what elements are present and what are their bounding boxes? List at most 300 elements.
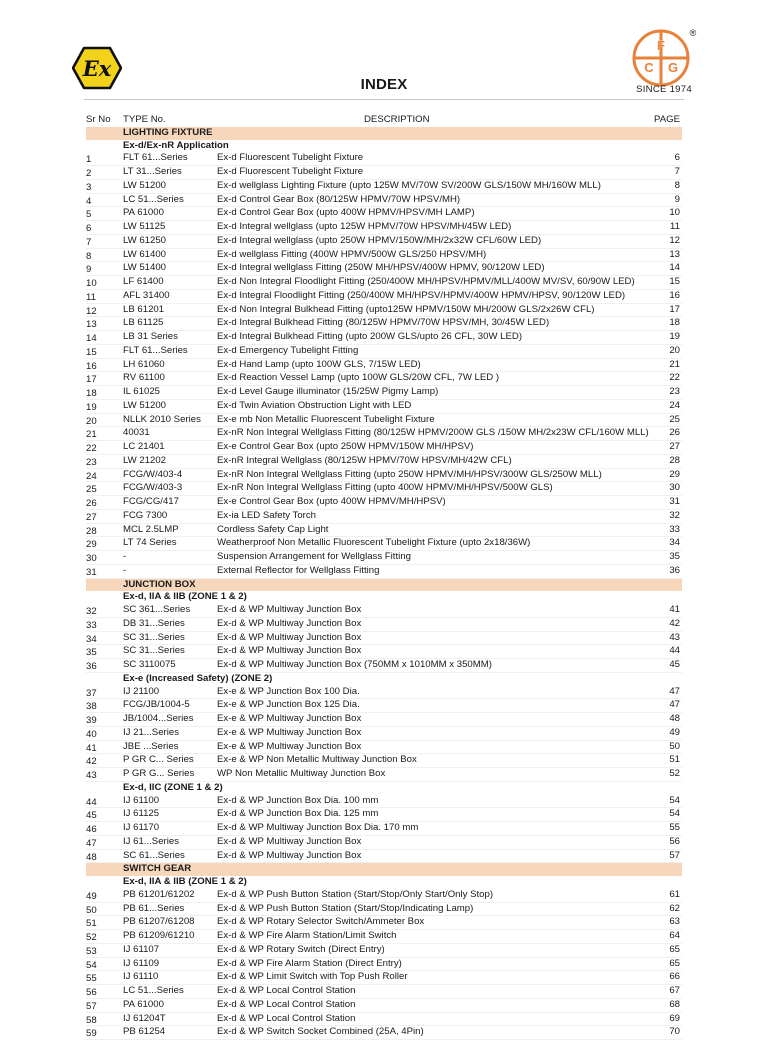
row-description: Ex-d & WP Junction Box Dia. 125 mm	[217, 808, 379, 820]
row-sr-no: 33	[86, 619, 97, 631]
row-description: Ex-d Integral Floodlight Fitting (250/400W MH/HPSV/HPMV/400W HPMV/HPSV, 90/120W LED)	[217, 289, 626, 301]
row-page: 48	[669, 713, 680, 724]
row-sr-no: 42	[86, 756, 97, 768]
row-type-no: LC 21401	[123, 441, 165, 452]
row-type-no: PB 61207/61208	[123, 916, 195, 928]
table-row	[86, 930, 682, 944]
row-type-no: IJ 61110	[123, 971, 159, 983]
table-row	[86, 699, 682, 713]
table-row	[86, 427, 682, 441]
row-page: 26	[669, 427, 680, 439]
row-sr-no: 57	[86, 1000, 97, 1012]
row-page: 22	[669, 372, 680, 384]
row-sr-no: 32	[86, 606, 97, 617]
row-sr-no: 29	[86, 539, 97, 551]
row-type-no: LW 51400	[123, 262, 167, 274]
row-description: Ex-d Emergency Tubelight Fitting	[217, 344, 359, 356]
col-header-page: PAGE	[654, 114, 680, 125]
row-type-no: LW 51200	[123, 179, 167, 191]
row-page: 6	[674, 152, 680, 164]
row-page: 24	[669, 399, 680, 411]
table-row	[86, 795, 682, 809]
subsection-heading-label: Ex-d, IIC (ZONE 1 & 2)	[123, 781, 223, 793]
row-description: Ex-d & WP Local Control Station	[217, 985, 356, 996]
row-description: Ex-e mb Non Metallic Fluorescent Tubelight Fixture	[217, 413, 435, 425]
row-page: 47	[669, 685, 680, 697]
row-page: 62	[669, 902, 680, 914]
row-type-no: FCG/CG/417	[123, 496, 179, 507]
row-sr-no: 15	[86, 346, 97, 358]
row-description: Ex-d & WP Junction Box Dia. 100 mm	[217, 794, 379, 806]
row-sr-no: 55	[86, 973, 97, 985]
subsection-heading-label: Ex-e (Increased Safety) (ZONE 2)	[123, 672, 273, 684]
table-row	[86, 645, 682, 659]
row-type-no: JB/1004...Series	[123, 713, 194, 724]
row-page: 69	[669, 1012, 680, 1024]
subsection-heading	[86, 673, 682, 686]
col-header-description: DESCRIPTION	[364, 114, 430, 125]
row-page: 51	[669, 754, 680, 766]
section-heading-label: JUNCTION BOX	[123, 578, 196, 590]
row-description: Ex-d & WP Rotary Selector Switch/Ammeter Box	[217, 916, 425, 928]
row-page: 41	[669, 604, 680, 615]
row-page: 19	[669, 331, 680, 342]
row-sr-no: 53	[86, 945, 97, 957]
row-sr-no: 17	[86, 374, 97, 386]
row-description: Ex-e & WP Non Metallic Multiway Junction Box	[217, 754, 417, 766]
subsection-heading-label: Ex-d, IIA & IIB (ZONE 1 & 2)	[123, 591, 247, 603]
row-description: Ex-d wellglass Fitting (400W HPMV/500W GLS/250 HPSV/MH)	[217, 248, 487, 260]
table-row	[86, 496, 682, 510]
row-page: 57	[669, 849, 680, 861]
row-description: Ex-e & WP Multiway Junction Box	[217, 726, 362, 738]
row-page: 63	[669, 916, 680, 928]
row-page: 8	[674, 179, 680, 191]
row-description: Weatherproof Non Metallic Fluorescent Tubelight Fixture (upto 2x18/36W)	[217, 537, 531, 549]
row-type-no: LC 51...Series	[123, 193, 184, 205]
row-sr-no: 19	[86, 401, 97, 413]
row-page: 14	[669, 262, 680, 274]
table-row	[86, 331, 682, 345]
row-description: Ex-d Twin Aviation Obstruction Light with LED	[217, 399, 412, 411]
row-type-no: FCG 7300	[123, 509, 168, 521]
row-description: Ex-d & WP Multiway Junction Box (750MM x 1010MM x 350MM)	[217, 659, 492, 670]
row-page: 44	[669, 645, 680, 657]
row-sr-no: 44	[86, 796, 97, 808]
row-page: 17	[669, 303, 680, 315]
table-row	[86, 290, 682, 304]
row-sr-no: 56	[86, 987, 97, 998]
row-page: 47	[669, 699, 680, 711]
row-description: Ex-d Fluorescent Tubelight Fixture	[217, 166, 364, 177]
row-description: Ex-d & WP Multiway Junction Box	[217, 604, 362, 615]
table-row	[86, 469, 682, 483]
row-type-no: LW 61400	[123, 248, 167, 260]
row-type-no: PB 61254	[123, 1026, 166, 1038]
row-sr-no: 40	[86, 728, 97, 740]
row-sr-no: 34	[86, 633, 97, 645]
index-table	[86, 114, 682, 1040]
fcg-letter-c: C	[644, 60, 654, 75]
header-divider	[84, 99, 684, 100]
row-type-no: IJ 21...Series	[123, 726, 179, 738]
row-page: 27	[669, 441, 680, 452]
table-row	[86, 359, 682, 373]
row-sr-no: 46	[86, 824, 97, 835]
row-description: Ex-d & WP Multiway Junction Box Dia. 170 mm	[217, 822, 419, 833]
row-description: Cordless Safety Cap Light	[217, 523, 329, 535]
subsection-heading	[86, 782, 682, 795]
table-row	[86, 822, 682, 836]
row-type-no: IJ 61...Series	[123, 835, 179, 847]
table-row	[86, 262, 682, 276]
row-description: Ex-d & WP Multiway Junction Box	[217, 631, 362, 643]
row-type-no: SC 31...Series	[123, 631, 185, 643]
row-description: Ex-d & WP Fire Alarm Station (Direct Entry)	[217, 957, 402, 969]
row-sr-no: 51	[86, 918, 97, 930]
table-row	[86, 166, 682, 180]
row-sr-no: 30	[86, 553, 97, 564]
table-row	[86, 400, 682, 414]
row-type-no: IJ 61204T	[123, 1012, 166, 1024]
row-page: 36	[669, 564, 680, 576]
row-page: 7	[674, 166, 680, 177]
row-description: Ex-nR Non Integral Wellglass Fitting (80/125W HPMV/200W GLS /150W MH/2x23W CFL/160W MLL)	[217, 427, 649, 439]
fcg-letter-g: G	[667, 60, 679, 75]
row-page: 21	[669, 358, 680, 370]
row-description: Ex-d Integral wellglass (upto 125W HPMV/70W HPSV/MH/45W LED)	[217, 221, 512, 232]
table-row	[86, 345, 682, 359]
row-description: Ex-e & WP Multiway Junction Box	[217, 713, 362, 724]
row-type-no: LC 51...Series	[123, 985, 184, 996]
row-page: 28	[669, 454, 680, 466]
table-row	[86, 207, 682, 221]
row-type-no: FCG/JB/1004-5	[123, 699, 190, 711]
row-type-no: -	[123, 564, 127, 576]
row-sr-no: 21	[86, 429, 97, 441]
row-type-no: PB 61209/61210	[123, 930, 195, 941]
row-sr-no: 25	[86, 484, 97, 496]
row-page: 35	[669, 551, 680, 562]
row-sr-no: 48	[86, 851, 97, 863]
row-sr-no: 52	[86, 932, 97, 943]
row-page: 42	[669, 617, 680, 629]
table-row	[86, 304, 682, 318]
row-description: Ex-d & WP Limit Switch with Top Push Roller	[217, 971, 408, 983]
row-page: 34	[669, 537, 680, 549]
table-row	[86, 152, 682, 166]
table-row	[86, 235, 682, 249]
row-sr-no: 10	[86, 278, 97, 289]
row-type-no: LT 31...Series	[123, 166, 182, 177]
row-page: 12	[669, 234, 680, 246]
section-heading-label: LIGHTING FIXTURE	[123, 126, 213, 138]
table-row	[86, 686, 682, 700]
table-row	[86, 537, 682, 551]
row-description: Ex-d & WP Multiway Junction Box	[217, 645, 362, 657]
row-type-no: IJ 61170	[123, 822, 160, 833]
row-sr-no: 47	[86, 837, 97, 849]
row-type-no: P GR C... Series	[123, 754, 194, 766]
row-sr-no: 22	[86, 443, 97, 454]
row-page: 25	[669, 413, 680, 425]
row-type-no: LF 61400	[123, 276, 164, 287]
row-page: 66	[669, 971, 680, 983]
table-row	[86, 221, 682, 235]
row-type-no: LB 31 Series	[123, 331, 178, 342]
row-type-no: IJ 61125	[123, 808, 160, 820]
row-type-no: IJ 61100	[123, 794, 160, 806]
row-sr-no: 43	[86, 770, 97, 781]
row-description: Ex-d Integral wellglass Fitting (250W MH/HPSV/400W HPMV, 90/120W LED)	[217, 262, 545, 274]
table-row	[86, 754, 682, 768]
row-sr-no: 6	[86, 223, 92, 234]
row-description: Ex-d & WP Local Control Station	[217, 1012, 356, 1024]
row-description: WP Non Metallic Multiway Junction Box	[217, 768, 386, 779]
row-sr-no: 12	[86, 305, 97, 317]
row-sr-no: 58	[86, 1014, 97, 1026]
row-sr-no: 13	[86, 319, 97, 331]
table-header-row	[86, 114, 682, 127]
row-sr-no: 31	[86, 566, 97, 578]
row-description: Ex-d Level Gauge illuminator (15/25W Pigmy Lamp)	[217, 386, 439, 397]
row-sr-no: 38	[86, 701, 97, 713]
since-year: SINCE 1974	[636, 84, 692, 95]
row-sr-no: 37	[86, 687, 97, 699]
row-sr-no: 26	[86, 498, 97, 509]
table-row	[86, 618, 682, 632]
row-type-no: FLT 61...Series	[123, 344, 188, 356]
row-sr-no: 23	[86, 456, 97, 468]
row-type-no: NLLK 2010 Series	[123, 413, 201, 425]
section-heading	[86, 127, 682, 140]
row-sr-no: 39	[86, 715, 97, 726]
row-type-no: LW 51200	[123, 399, 167, 411]
row-sr-no: 27	[86, 511, 97, 523]
row-description: Ex-nR Integral Wellglass (80/125W HPMV/70W HPSV/MH/42W CFL)	[217, 454, 512, 466]
row-sr-no: 5	[86, 209, 92, 221]
row-page: 29	[669, 468, 680, 480]
row-description: Ex-d Non Integral Floodlight Fitting (250/400W MH/HPSV/HPMV/MLL/400W MV/SV, 60/90W LED)	[217, 276, 635, 287]
row-type-no: FCG/W/403-4	[123, 468, 183, 480]
row-type-no: LB 61201	[123, 303, 165, 315]
row-page: 49	[669, 726, 680, 738]
row-sr-no: 41	[86, 742, 97, 754]
table-row	[86, 441, 682, 455]
row-page: 15	[669, 276, 680, 287]
section-heading	[86, 863, 682, 876]
row-sr-no: 9	[86, 264, 92, 276]
row-page: 45	[669, 659, 680, 670]
row-description: Ex-d Integral Bulkhead Fitting (upto 200W GLS/upto 26 CFL, 30W LED)	[217, 331, 523, 342]
row-type-no: JBE ...Series	[123, 740, 179, 752]
row-type-no: SC 361...Series	[123, 604, 191, 615]
row-description: Ex-d & WP Local Control Station	[217, 998, 356, 1010]
row-page: 9	[674, 193, 680, 205]
row-sr-no: 49	[86, 890, 97, 902]
row-description: Ex-d Integral wellglass (upto 250W HPMV/150W/MH/2x32W CFL/60W LED)	[217, 234, 542, 246]
table-row	[86, 524, 682, 538]
row-page: 67	[669, 985, 680, 996]
registered-mark: ®	[689, 28, 697, 38]
row-page: 30	[669, 482, 680, 494]
subsection-heading-label: Ex-d/Ex-nR Application	[123, 139, 229, 151]
table-row	[86, 482, 682, 496]
table-row	[86, 276, 682, 290]
row-page: 10	[669, 207, 680, 219]
table-row	[86, 727, 682, 741]
row-sr-no: 45	[86, 810, 97, 822]
table-row	[86, 317, 682, 331]
row-sr-no: 16	[86, 360, 97, 372]
table-row	[86, 604, 682, 618]
row-type-no: MCL 2.5LMP	[123, 523, 179, 535]
row-page: 50	[669, 740, 680, 752]
row-description: Ex-e & WP Junction Box 125 Dia.	[217, 699, 360, 711]
row-page: 11	[670, 221, 680, 232]
row-page: 70	[669, 1026, 680, 1038]
row-sr-no: 54	[86, 959, 97, 971]
table-row	[86, 958, 682, 972]
row-description: Ex-d Reaction Vessel Lamp (upto 100W GLS/20W CFL, 7W LED )	[217, 372, 500, 384]
row-type-no: PB 61201/61202	[123, 888, 195, 900]
row-sr-no: 50	[86, 904, 97, 916]
row-sr-no: 2	[86, 168, 92, 179]
row-description: Ex-e Control Gear Box (upto 250W HPMV/150W MH/HPSV)	[217, 441, 474, 452]
row-description: External Reflector for Wellglass Fitting	[217, 564, 380, 576]
row-description: Ex-d Hand Lamp (upto 100W GLS, 7/15W LED)	[217, 358, 421, 370]
row-description: Ex-d Control Gear Box (upto 400W HPMV/HPSV/MH LAMP)	[217, 207, 475, 219]
row-page: 64	[669, 930, 680, 941]
table-row	[86, 944, 682, 958]
row-description: Ex-e Control Gear Box (upto 400W HPMV/MH/HPSV)	[217, 496, 446, 507]
row-type-no: IJ 61109	[123, 957, 160, 969]
row-type-no: PB 61...Series	[123, 902, 185, 914]
row-page: 23	[669, 386, 680, 397]
row-type-no: IJ 21100	[123, 685, 160, 697]
table-row	[86, 916, 682, 930]
row-type-no: IL 61025	[123, 386, 160, 397]
row-type-no: AFL 31400	[123, 289, 170, 301]
row-page: 16	[669, 289, 680, 301]
row-sr-no: 59	[86, 1028, 97, 1040]
table-row	[86, 551, 682, 565]
row-type-no: PA 61000	[123, 998, 164, 1010]
row-type-no: LB 61125	[123, 317, 164, 329]
row-sr-no: 3	[86, 181, 92, 193]
row-page: 32	[669, 509, 680, 521]
row-sr-no: 24	[86, 470, 97, 482]
subsection-heading	[86, 140, 682, 153]
row-description: Ex-d & WP Push Button Station (Start/Stop/Only Start/Only Stop)	[217, 888, 494, 900]
table-row	[86, 386, 682, 400]
row-type-no: DB 31...Series	[123, 617, 185, 629]
table-row	[86, 903, 682, 917]
row-description: Ex-ia LED Safety Torch	[217, 509, 317, 521]
subsection-heading	[86, 591, 682, 604]
row-page: 33	[669, 523, 680, 535]
row-description: Ex-d Non Integral Bulkhead Fitting (upto125W HPMV/150W MH/200W GLS/2x26W CFL)	[217, 303, 595, 315]
row-type-no: -	[123, 551, 127, 562]
row-sr-no: 35	[86, 647, 97, 659]
row-type-no: IJ 61107	[123, 943, 160, 955]
row-sr-no: 28	[86, 525, 97, 537]
row-sr-no: 4	[86, 195, 92, 207]
col-header-type: TYPE No.	[123, 114, 166, 125]
table-row	[86, 455, 682, 469]
table-row	[86, 741, 682, 755]
row-description: Suspension Arrangement for Wellglass Fitting	[217, 551, 411, 562]
row-type-no: FCG/W/403-3	[123, 482, 183, 494]
row-type-no: LW 51125	[123, 221, 166, 232]
subsection-heading	[86, 876, 682, 889]
row-description: Ex-d & WP Push Button Station (Start/Stop/Indicating Lamp)	[217, 902, 474, 914]
row-description: Ex-d wellglass Lighting Fixture (upto 125W MV/70W SV/200W GLS/150W MH/160W MLL)	[217, 179, 601, 191]
row-page: 43	[669, 631, 680, 643]
row-type-no: P GR G... Series	[123, 768, 195, 779]
row-type-no: LW 21202	[123, 454, 167, 466]
section-heading	[86, 579, 682, 592]
row-description: Ex-d & WP Rotary Switch (Direct Entry)	[217, 943, 385, 955]
row-page: 61	[669, 888, 680, 900]
row-page: 54	[669, 808, 680, 820]
table-row	[86, 194, 682, 208]
index-rows	[86, 127, 682, 1040]
row-description: Ex-d & WP Switch Socket Combined (25A, 4Pin)	[217, 1026, 424, 1038]
row-type-no: SC 31...Series	[123, 645, 185, 657]
row-description: Ex-e & WP Multiway Junction Box	[217, 740, 362, 752]
fcg-letter-f: F	[657, 38, 665, 53]
row-sr-no: 11	[86, 291, 96, 303]
row-page: 54	[669, 794, 680, 806]
row-type-no: LT 74 Series	[123, 537, 177, 549]
table-row	[86, 659, 682, 673]
row-description: Ex-d & WP Fire Alarm Station/Limit Switch	[217, 930, 397, 941]
page-title: INDEX	[360, 76, 408, 93]
ex-logo-text: Ex	[82, 56, 112, 81]
row-type-no: PA 61000	[123, 207, 164, 219]
row-description: Ex-e & WP Junction Box 100 Dia.	[217, 685, 360, 697]
row-description: Ex-d & WP Multiway Junction Box	[217, 835, 362, 847]
row-description: Ex-nR Non Integral Wellglass Fitting (upto 400W HPMV/MH/HPSV/500W GLS)	[217, 482, 553, 494]
row-type-no: SC 61...Series	[123, 849, 185, 861]
table-row	[86, 249, 682, 263]
row-sr-no: 8	[86, 250, 92, 262]
row-page: 56	[669, 835, 680, 847]
table-row	[86, 836, 682, 850]
table-row	[86, 372, 682, 386]
table-row	[86, 850, 682, 864]
table-row	[86, 1013, 682, 1027]
row-sr-no: 18	[86, 388, 97, 399]
row-description: Ex-d & WP Multiway Junction Box	[217, 617, 362, 629]
row-sr-no: 1	[86, 154, 92, 166]
row-page: 13	[669, 248, 680, 260]
row-type-no: LW 61250	[123, 234, 167, 246]
row-page: 18	[669, 317, 680, 329]
row-description: Ex-d Control Gear Box (80/125W HPMV/70W HPSV/MH)	[217, 193, 461, 205]
table-row	[86, 889, 682, 903]
table-row	[86, 768, 682, 782]
col-header-sr: Sr No	[86, 114, 111, 125]
row-type-no: 40031	[123, 427, 150, 439]
row-page: 20	[669, 344, 680, 356]
table-row	[86, 632, 682, 646]
row-sr-no: 36	[86, 661, 97, 672]
row-sr-no: 20	[86, 415, 97, 427]
row-description: Ex-d & WP Multiway Junction Box	[217, 849, 362, 861]
section-heading-label: SWITCH GEAR	[123, 863, 192, 875]
